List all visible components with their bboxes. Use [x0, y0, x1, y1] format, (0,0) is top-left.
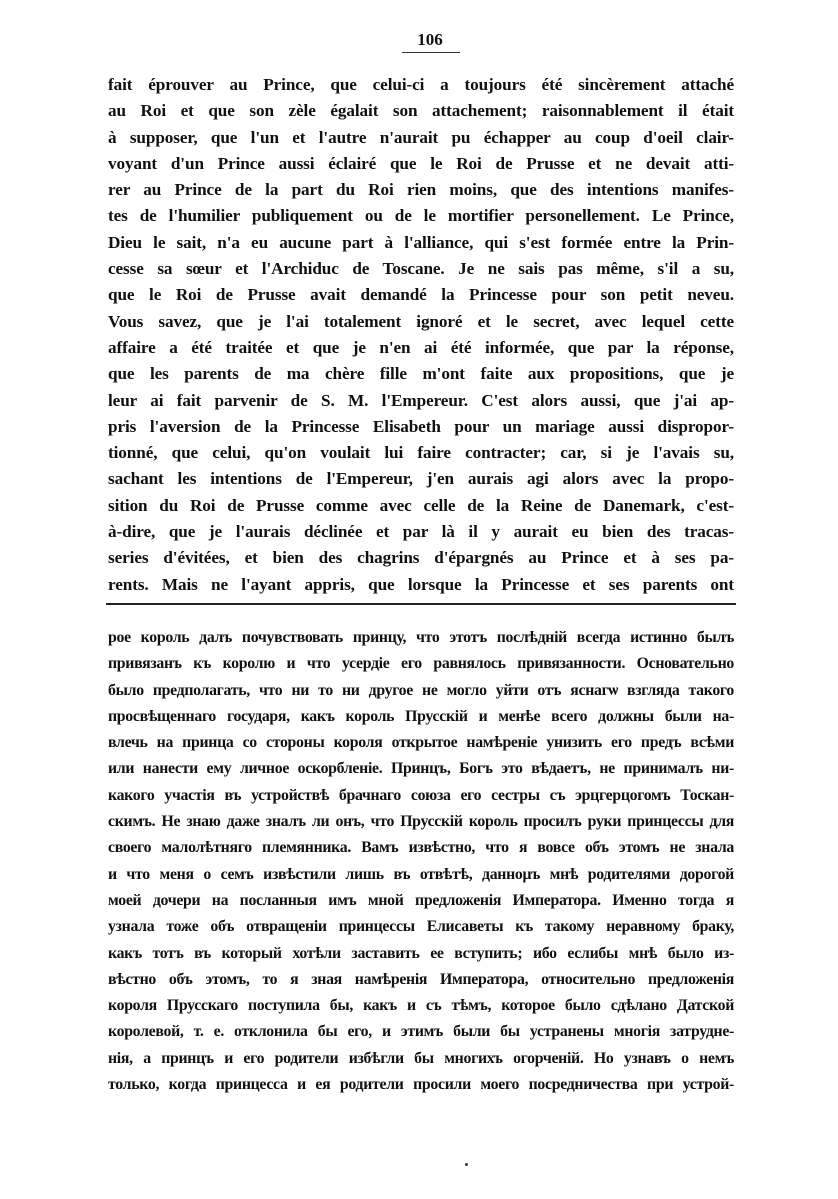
russian-translation-block	[108, 625, 734, 1098]
russian-text-line: было предполагать, что ни то ни другое не могло уйти отъ яснагѡ взгляда такого	[108, 681, 734, 699]
russian-text-line: вѣстно объ этомъ, то я зная намѣренія Императора, относительно предложенія	[108, 970, 734, 988]
french-text-line: voyant d'un Prince aussi éclairé que le Roi de Prusse et ne devait atti-	[108, 153, 734, 173]
french-text-line: tionné, que celui, qu'on voulait lui faire contracter; car, si je l'avais su,	[108, 443, 734, 463]
french-text-line: que les parents de ma chère fille m'ont faite aux propositions, que je	[108, 364, 734, 384]
french-text-line: leur ai fait parvenir de S. M. l'Empereur. C'est alors aussi, que j'ai ap-	[108, 390, 734, 410]
russian-text-line: какого участія въ устройствѣ брачнаго союза его сестры съ эрцгерцогомъ Тоскан-	[108, 786, 734, 804]
russian-text-line: какъ тотъ въ который хотѣли заставить ее вступить; ибо еслибы мнѣ было из-	[108, 944, 734, 962]
french-text-line: que le Roi de Prusse avait demandé la Princesse pour son petit neveu.	[108, 285, 734, 305]
russian-text-line: своего малолѣтняго племянника. Вамъ извѣстно, что я вовсе объ этомъ не знала	[108, 839, 734, 857]
page-number: 106	[417, 30, 443, 49]
french-text-line: fait éprouver au Prince, que celui-ci a toujours été sincèrement attaché	[108, 75, 734, 94]
french-text-line: cesse sa sœur et l'Archiduc de Toscane. Je ne sais pas même, s'il a su,	[108, 259, 734, 279]
russian-text-line: или нанести ему личное оскорбленіе. Принцъ, Богъ это вѣдаетъ, не принималъ ни-	[108, 760, 734, 778]
russian-text-line: привязанъ къ королю и что усердіе его равнялось привязанности. Основательно	[108, 655, 734, 673]
french-text-block	[108, 72, 734, 598]
russian-text-line: узнала тоже объ отвращеніи принцессы Елисаветы къ такому неравному браку,	[108, 918, 734, 936]
french-text-line: à-dire, que je l'aurais déclinée et par là il y aurait eu bien des tracas-	[108, 522, 734, 542]
french-text-line: Vous savez, que je l'ai totalement ignoré et le secret, avec lequel cette	[108, 311, 734, 331]
russian-text-line: скимъ. Не знаю даже зналъ ли онъ, что Прусскій король просилъ руки принцессы для	[108, 813, 734, 831]
french-text-line: Dieu le sait, n'a eu aucune part à l'alliance, qui s'est formée entre la Prin-	[108, 232, 734, 252]
russian-text-line: только, когда принцесса и ея родители просили моего посредничества при устрой-	[108, 1076, 734, 1094]
french-text-line: tes de l'humilier publiquement ou de le mortifier personellement. Le Prince,	[108, 206, 734, 226]
russian-text-line: королевой, т. е. отклонила бы его, и этимъ были бы устранены многія затрудне-	[108, 1023, 734, 1041]
section-divider	[106, 603, 736, 605]
russian-text-line: нія, а принцъ и его родители избѣгли бы многихъ огорченій. Но узнавъ о немъ	[108, 1049, 734, 1067]
russian-text-line: короля Прусскаго поступила бы, какъ и съ тѣмъ, которое было сдѣлано Датской	[108, 997, 734, 1015]
french-text-line: affaire a été traitée et que je n'en ai été informée, que par la réponse,	[108, 337, 734, 357]
russian-text-line: и что меня о семъ извѣстили лишь въ отвѣтѣ, даннομъ мнѣ родителями дорогой	[108, 865, 734, 883]
french-text-line: sition du Roi de Prusse comme avec celle de la Reine de Danemark, c'est-	[108, 495, 734, 515]
russian-text-line: моей дочери на посланныя имъ мной предложенія Императора. Именно тогда я	[108, 891, 734, 909]
french-text-line: pris l'aversion de la Princesse Elisabeth pour un mariage aussi dispropor-	[108, 416, 734, 436]
french-text-line: à supposer, que l'un et l'autre n'aurait pu échapper au coup d'oeil clair-	[108, 127, 734, 147]
french-text-line: rents. Mais ne l'ayant appris, que lorsque la Princesse et ses parents ont	[108, 574, 734, 594]
french-text-line: series d'évitées, et bien des chagrins d'épargnés au Prince et à ses pa-	[108, 548, 734, 568]
russian-text-line: рое король далъ почувствовать принцу, что этотъ послѣдній всегда истинно былъ	[108, 629, 734, 646]
french-text-line: rer au Prince de la part du Roi rien moins, que des intentions manifes-	[108, 180, 734, 200]
scan-speck	[465, 1163, 468, 1166]
french-text-line: sachant les intentions de l'Empereur, j'en aurais agi alors avec la propo-	[108, 469, 734, 489]
russian-text-line: влечь на принца со стороны короля открытое намѣреніе унизить его предъ всѣми	[108, 734, 734, 752]
russian-text-line: просвѣщеннаго государя, какъ король Прусскій и менѣе всего должны были на-	[108, 707, 734, 725]
french-text-line: au Roi et que son zèle égalait son attachement; raisonnablement il était	[108, 101, 734, 121]
page-number-rule	[402, 52, 460, 53]
